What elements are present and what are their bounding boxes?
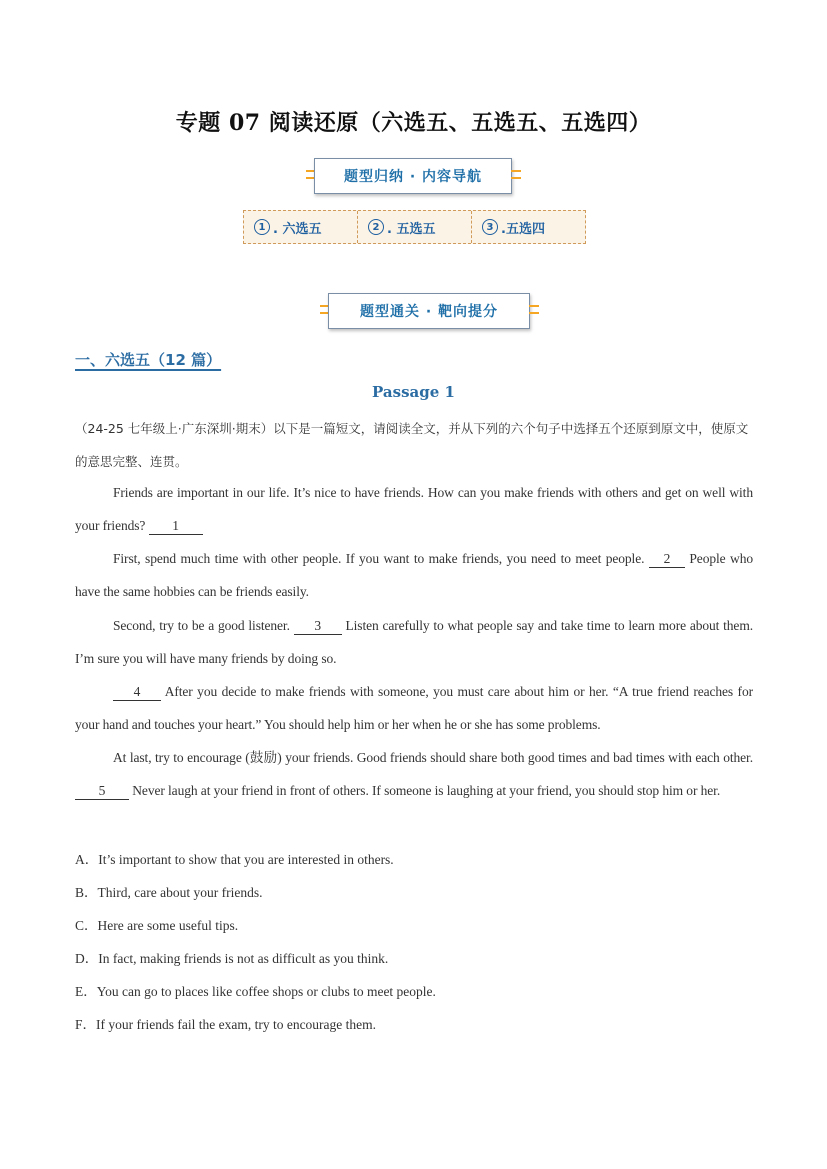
category-banner: [314, 158, 512, 194]
paragraph-2: [75, 542, 753, 608]
circled-number: 3: [482, 219, 498, 235]
banner-decoration-right: [511, 170, 521, 172]
paragraph-text: Listen carefully to what people say and take time to learn more about them. I’m sure you will have many friends by doing so.: [75, 618, 754, 666]
circled-number: 1: [254, 219, 270, 235]
paragraph-text: At last, try to encourage (鼓励) your friends. Good friends should share both good times and bad times with each other.: [113, 750, 753, 765]
option-a: A．It’s important to show that you are interested in others.: [75, 852, 394, 867]
section-heading[interactable]: 一、六选五（12 篇）: [75, 351, 222, 369]
passage-title: Passage 1: [372, 383, 455, 401]
answer-blank: 1: [149, 518, 203, 535]
option-b: B．Third, care about your friends.: [75, 885, 263, 900]
banner-decoration-right: [529, 305, 539, 307]
option-e: E．You can go to places like coffee shops or clubs to meet people.: [75, 984, 436, 999]
answer-blank: 3: [294, 618, 342, 635]
nav-item-five-choose-four[interactable]: [472, 211, 585, 243]
banner-decoration-right: [529, 312, 539, 314]
practice-banner: [328, 293, 530, 329]
nav-item-six-choose-five[interactable]: [244, 211, 358, 243]
paragraph-4: [75, 675, 753, 741]
instructions: （24-25 七年级上·广东深圳·期末）以下是一篇短文，请阅读全文，并从下列的六个句子中选择五个还原到原文中，使原文的意思完整、连贯。: [75, 421, 749, 469]
paragraph-3: [75, 609, 753, 675]
paragraph-text: People who have the same hobbies can be friends easily.: [75, 551, 753, 599]
answer-blank: 4: [113, 684, 161, 701]
nav-item-label: .五选四: [501, 221, 545, 237]
document-title: 专题 07 阅读还原（六选五、五选五、五选四）: [175, 110, 652, 136]
nav-item-label: . 六选五: [273, 221, 322, 237]
option-d: D．In fact, making friends is not as difficult as you think.: [75, 951, 389, 966]
circled-number: 2: [368, 219, 384, 235]
practice-banner-label: 题型通关 · 靶向提分: [359, 304, 499, 320]
answer-blank: 2: [649, 551, 685, 568]
category-banner-label: 题型归纳 · 内容导航: [343, 169, 483, 185]
paragraph-text: Never laugh at your friend in front of others. If someone is laughing at your friend, you should stop him or her.: [129, 783, 721, 798]
paragraph-text: First, spend much time with other people. If you want to make friends, you need to meet people.: [113, 551, 649, 566]
paragraph-text: After you decide to make friends with someone, you must care about him or her. “A true friend reaches for your hand and touches your heart.” You should help him or her when he or she has some problems.: [75, 684, 753, 732]
nav-item-label: . 五选五: [387, 221, 436, 237]
paragraph-text: Friends are important in our life. It’s nice to have friends. How can you make friends with others and get on well with your friends?: [75, 485, 753, 533]
option-c: C．Here are some useful tips.: [75, 918, 239, 933]
content-navigation: [243, 210, 586, 244]
paragraph-1: [75, 476, 753, 542]
paragraph-5: [75, 741, 753, 807]
answer-blank: 5: [75, 783, 129, 800]
paragraph-text: Second, try to be a good listener.: [113, 618, 294, 633]
option-f: F．If your friends fail the exam, try to encourage them.: [75, 1017, 377, 1032]
nav-item-five-choose-five[interactable]: [358, 211, 472, 243]
banner-decoration-right: [511, 177, 521, 179]
